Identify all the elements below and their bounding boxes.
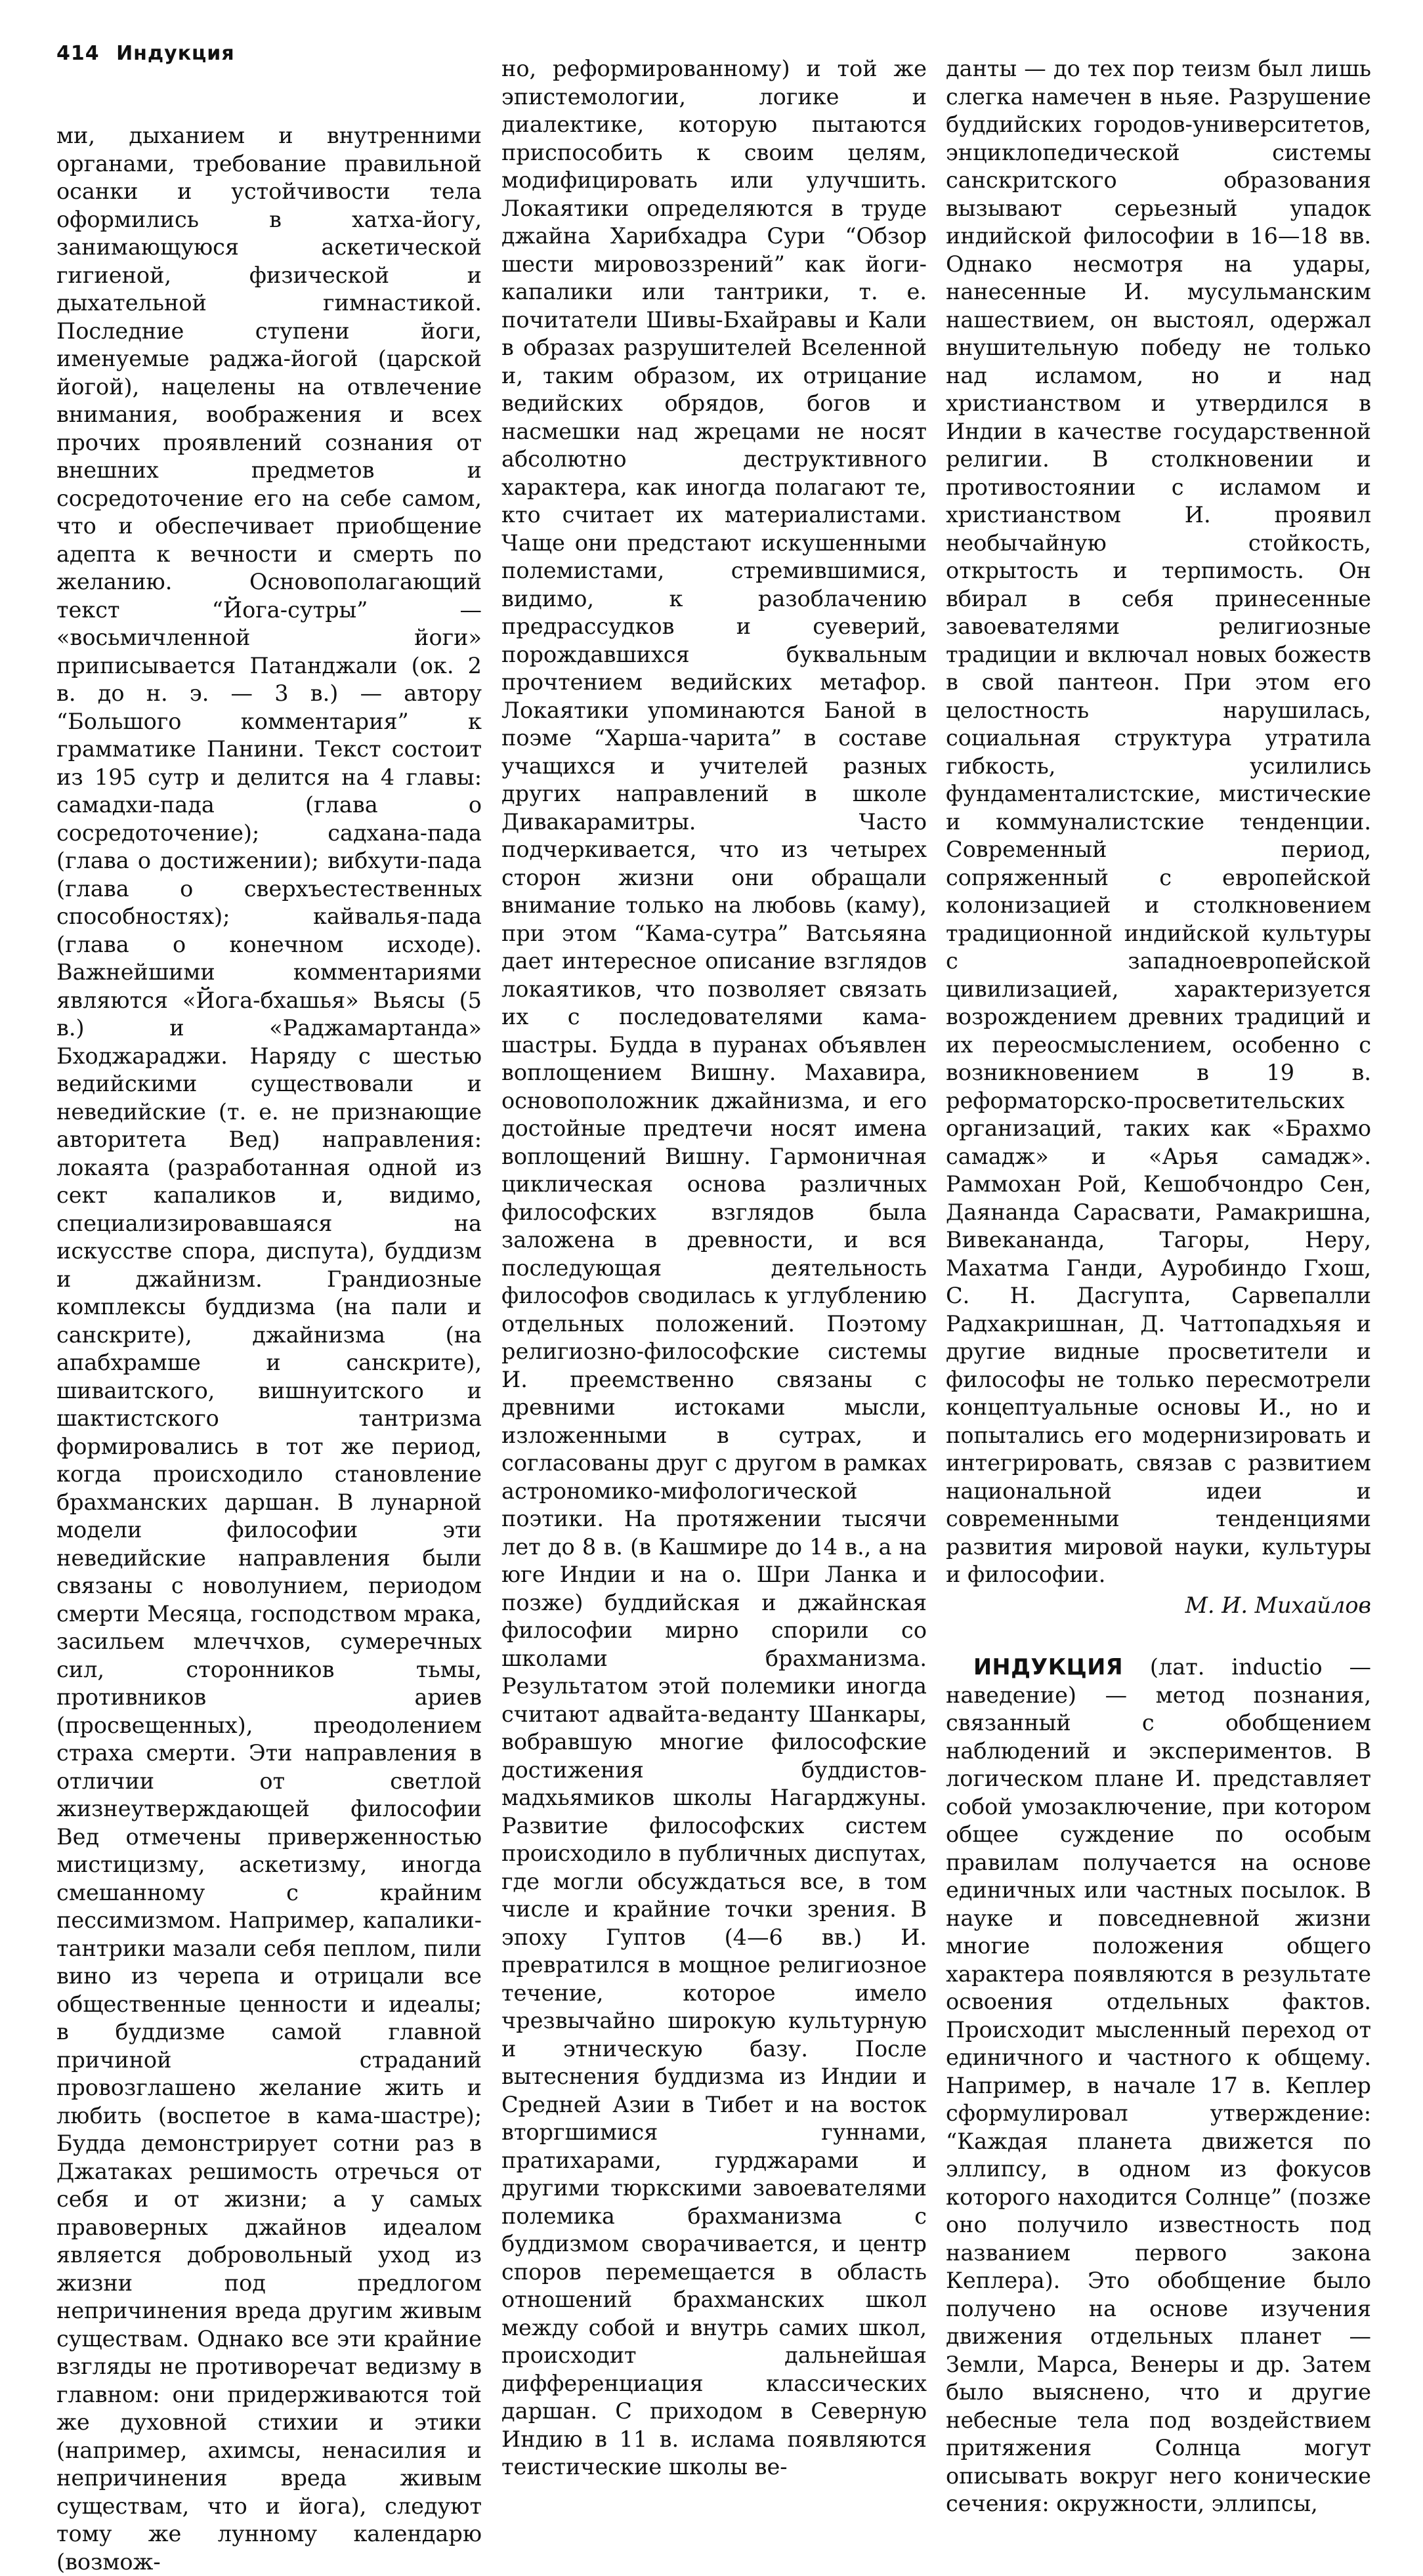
text-column-3 <box>946 55 1371 2518</box>
author-signature: М. И. Михайлов <box>1185 1592 1371 1618</box>
text-column-1 <box>56 122 482 2576</box>
article-headword: ИНДУКЦИЯ <box>973 1654 1124 1680</box>
article-body: (лат. inductio — наведение) — метод познания, связанный с обобщением наблюдений и экспериментов. В логическом плане И. представляет собой умозаключение, при котором общее суждение по особым правилам получается на основе единичных или частных посылок. В науке и повседневной жизни многие положения общего характера появляются в результате освоения отдельных фактов. Происходит мысленный переход от единичного и частного к общему. Например, в начале 17 в. Кеплер сформулировал утверждение: “Каждая планета движется по эллипсу, в одном из фокусов которого находится Солнце” (позже оно получило известность под названием первого закона Кеплера). Это обобщение было получено на основе изучения движения отдельных планет — Земли, Марса, Венеры и др. Затем было выяснено, что и другие небесные тела под воздействием притяжения Солнца могут описывать вокруг него конические сечения: окружности, эллипсы, <box>946 1654 1371 2516</box>
article-induction <box>946 1653 1371 2518</box>
column-3-text: данты — до тех пор теизм был лишь слегка намечен в ньяе. Разрушение буддийских городов-университетов, энциклопедической системы санскритского образования вызывают серьезный упадок индийской философии в 16—18 вв. Однако несмотря на удары, нанесенные И. мусульманским нашествием, он выстоял, одержал внушительную победу не только над исламом, но и над христианством и утвердился в Индии в качестве государственной религии. В столкновении и противостоянии с исламом и христианством И. проявил необычайную стойкость, открытость и терпимость. Он вбирал в себя принесенные завоевателями религиозные традиции и включал новых божеств в свой пантеон. При этом его целостность нарушилась, социальная структура утратила гибкость, усилились фундаменталистские, мистические и коммуналистские тенденции. Современный период, сопряженный с европейской колонизацией и столкновением традиционной индийской культуры с западноевропейской цивилизацией, характеризуется возрождением древних традиций и их переосмыслением, особенно с возникновением в 19 в. реформаторско-просветительских организаций, таких как «Брахмо самадж» и «Арья самадж». Раммохан Рой, Кешобчондро Сен, Даянанда Сарасвати, Рамакришна, Вивекананда, Тагоры, Неру, Махатма Ганди, Ауробиндо Гхош, С. Н. Дасгупта, Сарвепалли Радхакришнан, Д. Чаттопадхьяя и другие видные просветители и философы не только пересмотрели концептуальные основы И., но и попытались его модернизировать и интегрировать, связав с развитием национальной идеи и современными тенденциями развития мировой науки, культуры и философии. <box>946 56 1371 1587</box>
column-1-text: ми, дыханием и внутренними органами, требование правильной осанки и устойчивости тела оформились в хатха-йогу, занимающуюся аскетической гигиеной, физической и дыхательной гимнастикой. Последние ступени йоги, именуемые раджа-йогой (царской йогой), нацелены на отвлечение внимания, воображения и всех прочих проявлений сознания от внешних предметов и сосредоточение его на себе самом, что и обеспечивает приобщение адепта к вечности и смерть по желанию. Основополагающий текст “Йога-сутры” — «восьмичленной йоги» приписывается Патанджали (ок. 2 в. до н. э. — 3 в.) — автору “Большого комментария” к грамматике Панини. Текст состоит из 195 сутр и делится на 4 главы: самадхи-пада (глава о сосредоточение); садхана-пада (глава о достижении); вибхути-пада (глава о сверхъестественных способностях); кайвалья-пада (глава о конечном исходе). Важнейшими комментариями являются «Йога-бхашья» Вьясы (5 в.) и «Раджамартанда» Бходжараджи. Наряду с шестью ведийскими существовали и неведийские (т. е. не признающие авторитета Вед) направления: локаята (разработанная одной из сект капаликов и, видимо, специализировавшаяся на искусстве спора, диспута), буддизм и джайнизм. Грандиозные комплексы буддизма (на пали и санскрите), джайнизма (на апабхрамше и санскрите), шиваитского, вишнуитского и шактистского тантризма формировались в тот же период, когда происходило становление брахманских даршан. В лунарной модели философии эти неведийские направления были связаны с новолунием, периодом смерти Месяца, господством мрака, засильем млеччхов, сумеречных сил, сторонников тьмы, противников ариев (просвещенных), преодолением страха смерти. Эти направления в отличии от светлой жизнеутверждающей философии Вед отмечены приверженностью мистицизму, аскетизму, иногда смешанному с крайним пессимизмом. Например, капалики-тантрики мазали себя пеплом, пили вино из черепа и отрицали все общественные ценности и идеалы; в буддизме самой главной причиной страданий провозглашено желание жить и любить (воспетое в кама-шастре); Будда демонстрирует сотни раз в Джатаках решимость отречься от себя и от жизни; а у самых правоверных джайнов идеалом является добровольный уход из жизни под предлогом непричинения вреда другим живым существам. Однако все эти крайние взгляды не противоречат ведизму в главном: они придерживаются той же духовной стихии и этики (например, ахимсы, ненасилия и непричинения вреда живым существам, что и йога), следуют тому же лунному календарю (возмож- <box>56 123 482 2575</box>
column-2-text: но, реформированному) и той же эпистемологии, логике и диалектике, которую пытаются приспособить к своим целям, модифицировать или улучшить. Локаятики определяются в труде джайна Харибхадра Сури “Обзор шести мировоззрений” как йоги-капалики или тантрики, т. е. почитатели Шивы-Бхайравы и Кали в образах разрушителей Вселенной и, таким образом, их отрицание ведийских обрядов, богов и насмешки над жрецами не носят абсолютно деструктивного характера, как иногда полагают те, кто считает их материалистами. Чаще они предстают искушенными полемистами, стремившимися, видимо, к разоблачению предрассудков и суеверий, порождавшихся буквальным прочтением ведийских метафор. Локаятики упоминаются Баной в поэме “Харша-чарита” в составе учащихся и учителей разных других направлений в школе Дивакарамитры. Часто подчеркивается, что из четырех сторон жизни они обращали внимание только на любовь (каму), при этом “Кама-сутра” Ватсьяяна дает интересное описание взглядов локаятиков, что позволяет связать их с последователями кама-шастры. Будда в пуранах объявлен воплощением Вишну. Махавира, основоположник джайнизма, и его достойные предтечи носят имена воплощений Вишну. Гармоничная циклическая основа различных философских взглядов была заложена в древности, и вся последующая деятельность философов сводилась к углублению отдельных положений. Поэтому религиозно-философские системы И. преемственно связаны с древними истоками мысли, изложенными в сутрах, и согласованы друг с другом в рамках астрономико-мифологической поэтики. На протяжении тысячи лет до 8 в. (в Кашмире до 14 в., а на юге Индии и на о. Шри Ланка и позже) буддийская и джайнская философии мирно спорили со школами брахманизма. Результатом этой полемики иногда считают адвайта-веданту Шанкары, вобравшую многие философские достижения буддистов-мадхьямиков школы Нагарджуны. Развитие философских систем происходило в публичных диспутах, где могли обсуждаться все, в том числе и крайние точки зрения. В эпоху Гуптов (4—6 вв.) И. превратился в мощное религиозное течение, которое имело чрезвычайно широкую культурную и этническую базу. После вытеснения буддизма из Индии и Средней Азии в Тибет и на восток вторгшимися гуннами, пратихарами, гурджарами и другими тюркскими завоевателями полемика брахманизма с буддизмом сворачивается, и центр споров перемещается в область отношений брахманских школ между собой и внутрь самих школ, происходит дальнейшая дифференциация классических даршан. С приходом в Северную Индию в 11 в. ислама появляются теистические школы ве- <box>501 56 927 2480</box>
page-number: 414 <box>56 42 100 65</box>
page-header <box>56 42 235 65</box>
running-title: Индукция <box>116 42 235 65</box>
text-column-2 <box>501 55 927 2482</box>
